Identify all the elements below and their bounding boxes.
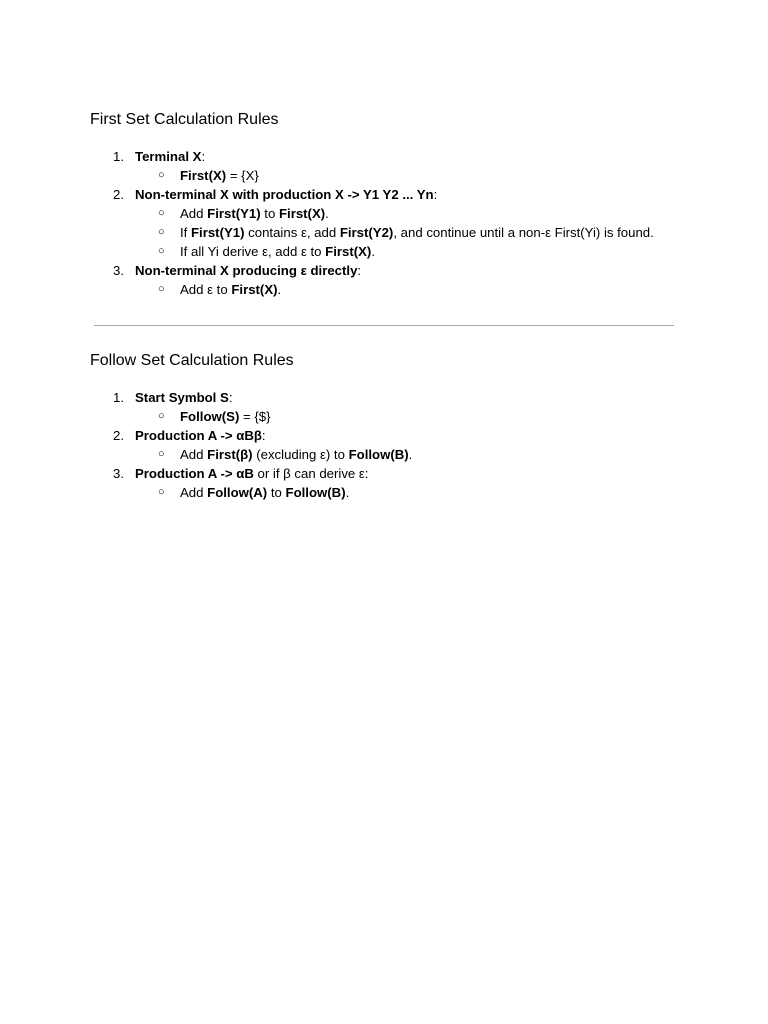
bold-run: First(Y1) [191, 225, 245, 240]
bullet-icon: ○ [158, 410, 165, 422]
rule-suffix: : [201, 149, 206, 164]
text-run: . [371, 244, 375, 259]
sub-item [0, 445, 412, 464]
first-set-heading-text: First Set Calculation Rules [90, 111, 279, 128]
list-number: 3. [113, 466, 124, 481]
bullet-icon: ○ [158, 169, 165, 181]
follow-rule-item [0, 388, 412, 426]
follow-rule-item [0, 464, 412, 502]
list-number: 2. [113, 428, 124, 443]
sub-item [0, 280, 654, 299]
text-run: . [325, 206, 329, 221]
bullet-icon: ○ [158, 245, 165, 257]
bold-run: Follow(B) [348, 447, 409, 462]
bold-run: Follow(A) [207, 485, 268, 500]
sub-item [0, 483, 412, 502]
text-run: Add [180, 485, 208, 500]
list-number: 2. [113, 187, 124, 202]
bold-run: First(X) [180, 168, 227, 183]
rule-suffix: : [261, 428, 266, 443]
rule-title: Non-terminal X producing ε directly [135, 263, 358, 278]
rule-title: Start Symbol S [135, 390, 229, 405]
rule-suffix: : [357, 263, 362, 278]
follow-set-rules-list [0, 388, 412, 502]
bold-run: First(X) [325, 244, 372, 259]
bold-run: First(Y2) [339, 225, 394, 240]
bullet-icon: ○ [158, 486, 165, 498]
text-run: . [345, 485, 350, 500]
bold-run: First(X) [278, 206, 326, 221]
text-run: If all Yi derive ε, add ε to [180, 244, 326, 259]
bold-run: Follow(B) [285, 485, 346, 500]
bullet-icon: ○ [158, 448, 165, 460]
text-run: , and continue until a non-ε First(Yi) is found. [393, 225, 654, 240]
text-run: to [260, 206, 279, 221]
text-run: If [180, 225, 191, 240]
bold-run: First(β) [207, 447, 253, 462]
sub-list [135, 407, 412, 426]
first-rule-item [0, 185, 654, 261]
sub-item [0, 204, 654, 223]
first-set-rules-list [0, 147, 654, 299]
bold-run: Follow(S) [180, 409, 240, 424]
text-run: Add ε to [180, 282, 232, 297]
rule-title: Production A -> αB [135, 466, 254, 481]
section-divider [94, 325, 674, 326]
bullet-icon: ○ [158, 226, 165, 238]
text-run: = {X} [226, 168, 259, 183]
sub-list [135, 204, 654, 261]
sub-list [135, 483, 412, 502]
follow-rule-item [0, 426, 412, 464]
text-run: . [408, 447, 413, 462]
list-number: 1. [113, 390, 124, 405]
sub-list [135, 445, 412, 464]
text-run: Add [180, 447, 208, 462]
first-rule-item [0, 261, 654, 299]
text-run: Add [180, 206, 208, 221]
sub-list [135, 166, 654, 185]
text-run: . [277, 282, 282, 297]
first-rule-item [0, 147, 654, 185]
sub-item [0, 242, 654, 261]
sub-list [135, 280, 654, 299]
rule-suffix: : [433, 187, 438, 202]
sub-item [0, 407, 412, 426]
rule-title: Non-terminal X with production X -> Y1 Y2 ... Yn [135, 187, 434, 202]
list-number: 1. [113, 149, 124, 164]
bold-run: First(Y1) [207, 206, 261, 221]
list-number: 3. [113, 263, 124, 278]
text-run: contains ε, add [244, 225, 340, 240]
bullet-icon: ○ [158, 207, 165, 219]
text-run: to [267, 485, 286, 500]
rule-suffix: or if β can derive ε: [253, 466, 369, 481]
bold-run: First(X) [231, 282, 278, 297]
sub-item [0, 166, 654, 185]
follow-set-heading [90, 352, 294, 370]
sub-item [0, 223, 654, 242]
rule-title: Terminal X [135, 149, 202, 164]
text-run: (excluding ε) to [252, 447, 349, 462]
first-set-heading [90, 111, 279, 129]
rule-title: Production A -> αBβ [135, 428, 262, 443]
follow-set-heading-text: Follow Set Calculation Rules [90, 352, 294, 369]
text-run: = {$} [239, 409, 271, 424]
bullet-icon: ○ [158, 283, 165, 295]
rule-suffix: : [228, 390, 233, 405]
